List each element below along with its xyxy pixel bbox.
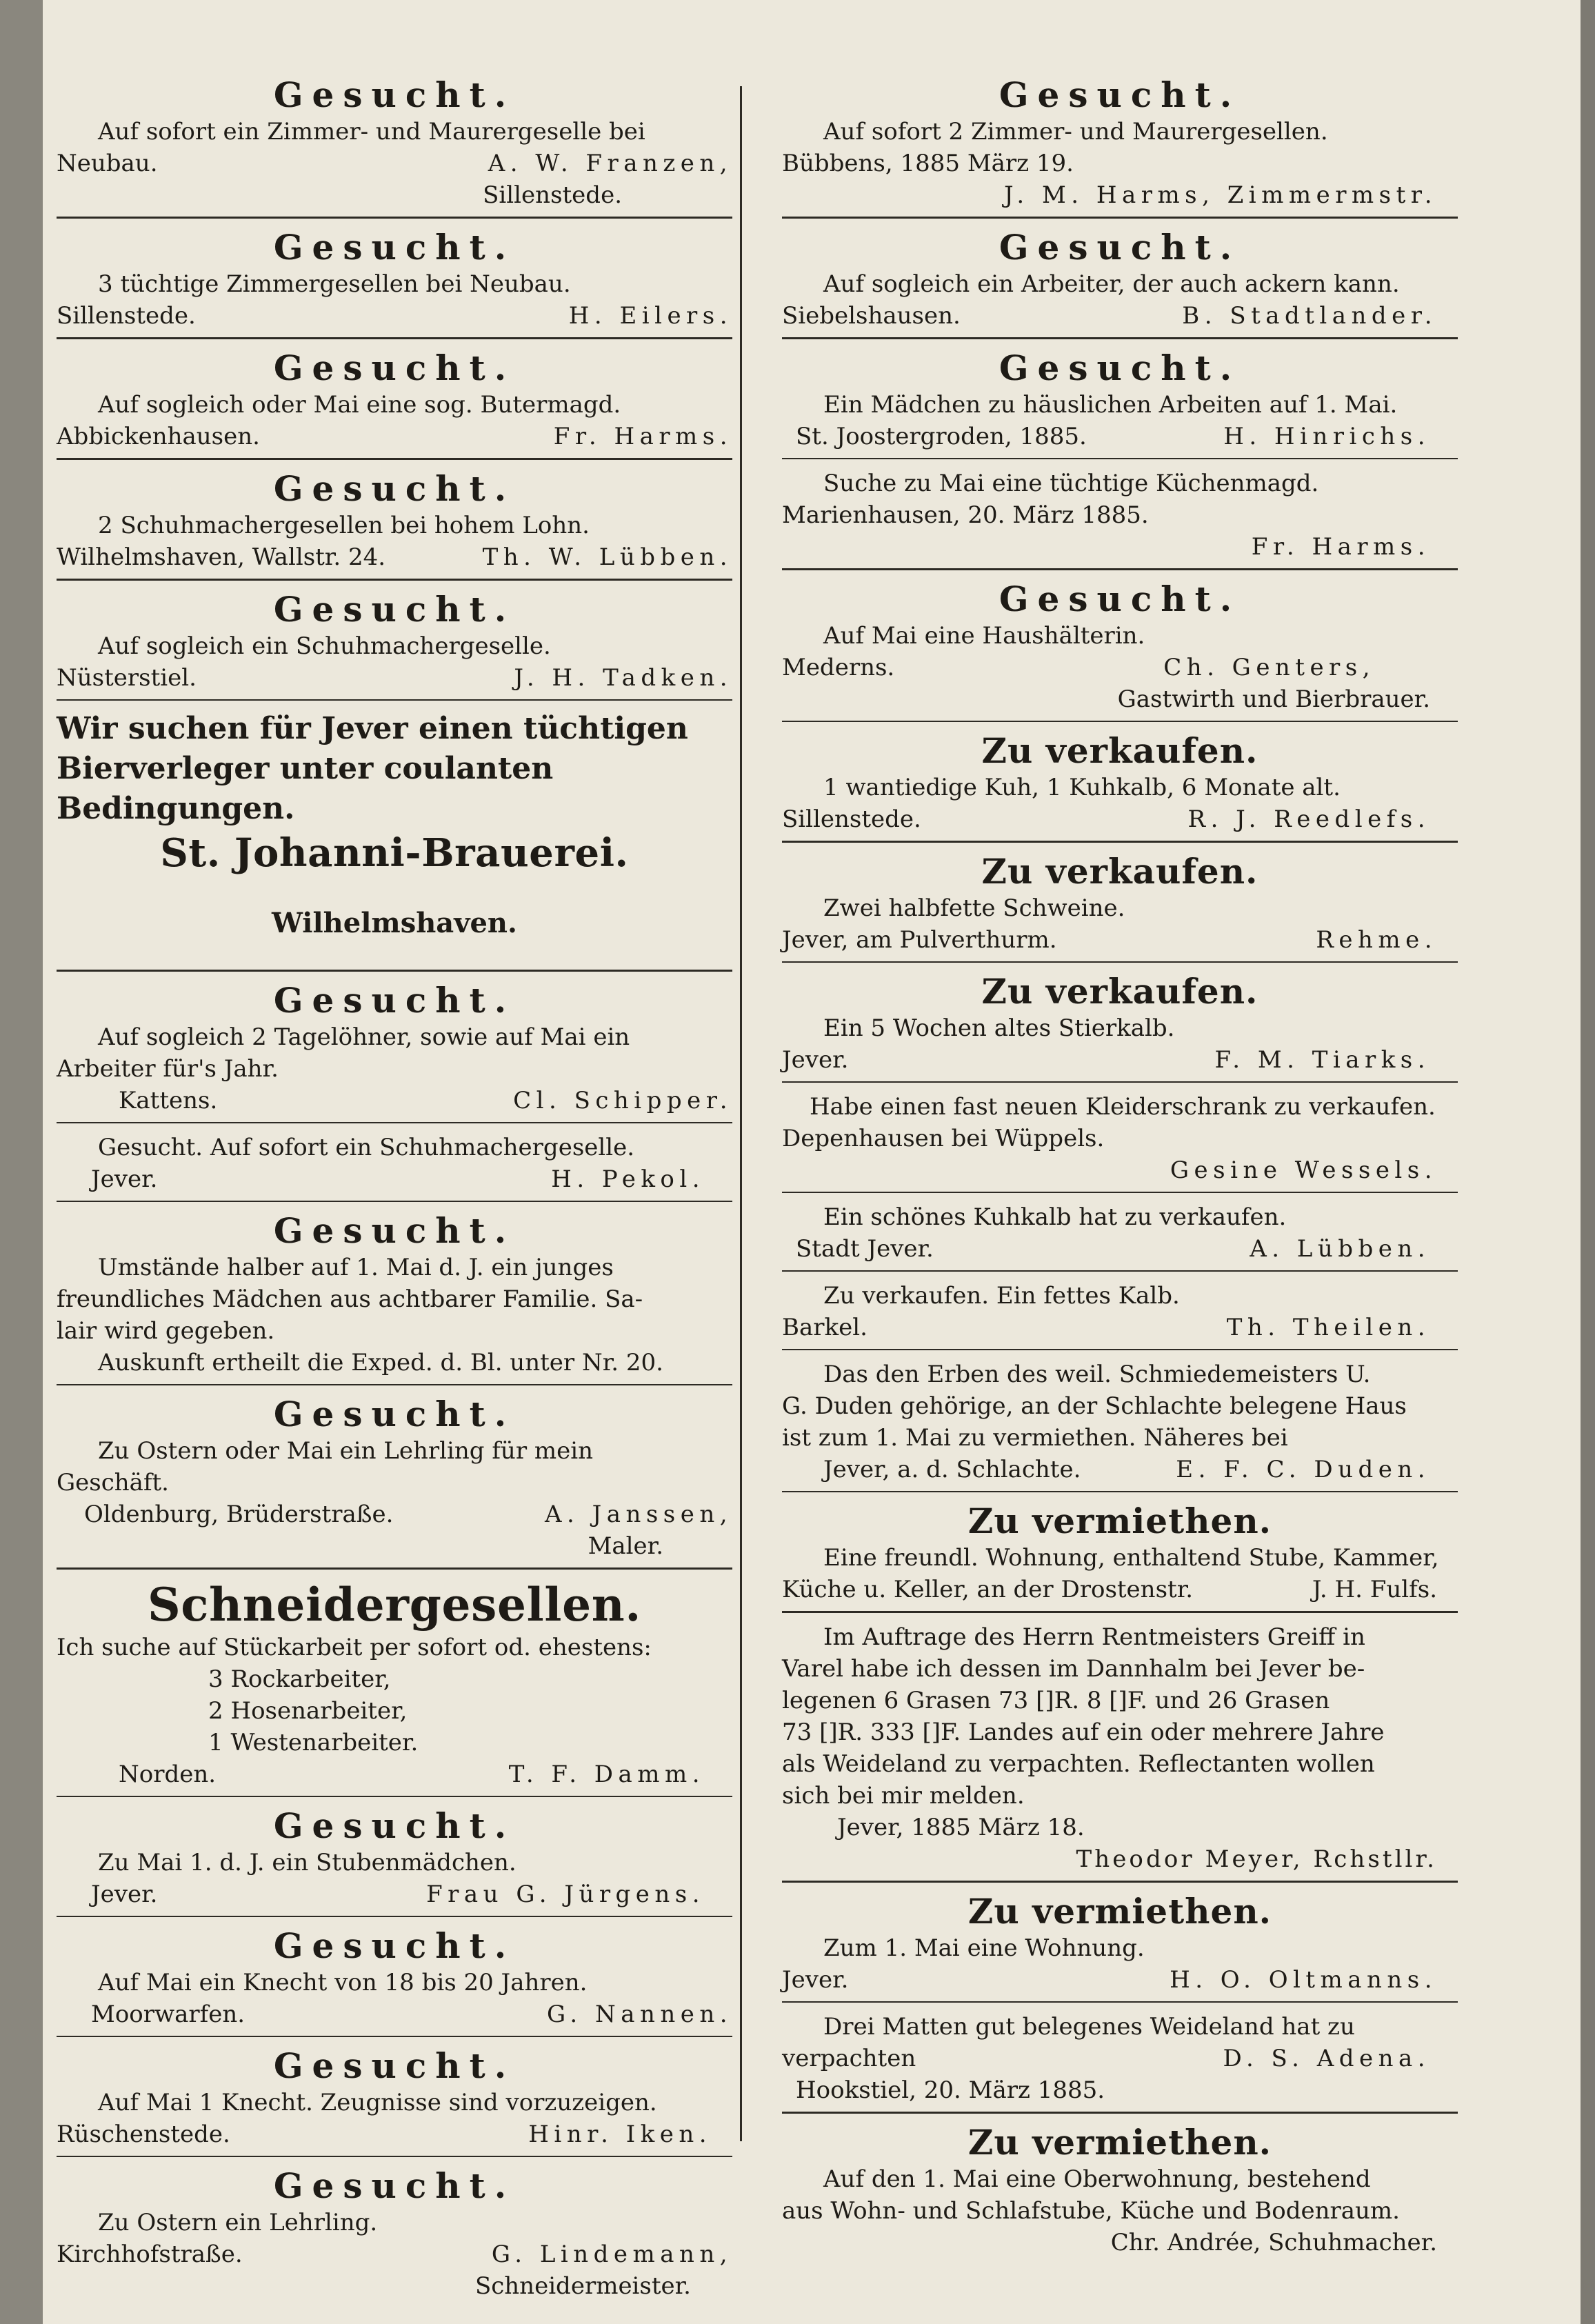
ad-signer: A. Lübben. — [1250, 1235, 1430, 1263]
ad-right-7 — [782, 851, 1458, 963]
divider — [57, 970, 732, 972]
ad-left-brewery — [57, 709, 732, 972]
ad-place: verpachten — [782, 2045, 916, 2072]
ad-line: Gesucht. Auf sofort ein Schuhmachergeselle. — [98, 1134, 635, 1161]
divider — [782, 1611, 1458, 1613]
ad-heading: Gesucht. — [273, 1394, 516, 1434]
ad-line: 2 Hosenarbeiter, — [208, 1697, 408, 1725]
ad-line: 3 tüchtige Zimmergesellen bei Neubau. — [98, 270, 571, 298]
ad-line: Zu Ostern ein Lehrling. — [98, 2209, 378, 2236]
divider — [782, 1881, 1458, 1883]
ad-heading: Gesucht. — [273, 2045, 516, 2086]
ad-left-5 — [57, 589, 732, 701]
ad-line: 2 Schuhmachergesellen bei hohem Lohn. — [98, 512, 590, 539]
ad-signer: H. Hinrichs. — [1223, 423, 1430, 450]
ad-left-8 — [57, 1132, 732, 1202]
ad-heading: Gesucht. — [273, 227, 516, 268]
ad-heading: Zu vermiethen. — [967, 1891, 1272, 1932]
divider — [782, 337, 1458, 339]
divider — [782, 2001, 1458, 2003]
ad-signer: Th. W. Lübben. — [482, 543, 732, 571]
column-divider — [740, 86, 742, 2141]
ad-line: Geschäft. — [57, 1469, 169, 1496]
divider — [57, 699, 732, 701]
divider — [57, 579, 732, 581]
ad-signer: H. O. Oltmanns. — [1170, 1966, 1437, 1994]
divider — [782, 721, 1458, 722]
divider — [57, 337, 732, 339]
ad-line: Auskunft ertheilt die Exped. d. Bl. unter Nr. 20. — [98, 1349, 663, 1376]
right-column — [782, 74, 1458, 2258]
ad-right-11 — [782, 1280, 1458, 1350]
ad-right-16 — [782, 2011, 1458, 2114]
divider — [782, 2112, 1458, 2114]
ad-line: Auf den 1. Mai eine Oberwohnung, bestehend — [823, 2165, 1371, 2193]
ad-line: Auf sofort ein Zimmer- und Maurergeselle bei — [98, 118, 645, 146]
divider — [57, 1796, 732, 1797]
ad-heading: Zu verkaufen. — [981, 851, 1258, 892]
ad-line: lair wird gegeben. — [57, 1317, 275, 1345]
divider — [782, 1081, 1458, 1083]
ad-right-4 — [782, 468, 1458, 570]
ad-place: Mederns. — [782, 654, 895, 681]
ad-place: Wilhelmshaven, Wallstr. 24. — [57, 543, 386, 571]
ad-line: Suche zu Mai eine tüchtige Küchenmagd. — [823, 470, 1319, 497]
divider — [57, 1916, 732, 1917]
tailors-heading: Schneidergesellen. — [147, 1578, 642, 1632]
ad-line: Ein Mädchen zu häuslichen Arbeiten auf 1. Mai. — [823, 391, 1398, 419]
ad-signer: G. Lindemann, — [491, 2241, 732, 2268]
brewery-line: Bedingungen. — [57, 791, 295, 826]
ad-place: Kattens. — [119, 1087, 218, 1114]
ad-heading: Gesucht. — [273, 1805, 516, 1846]
ad-place: St. Joostergroden, 1885. — [796, 423, 1087, 450]
brewery-line — [57, 749, 732, 789]
ad-place: Siebelshausen. — [782, 302, 961, 330]
ad-signer: A. Janssen, — [545, 1501, 732, 1528]
ad-right-9 — [782, 1091, 1458, 1193]
ad-signer: Fr. Harms. — [553, 423, 732, 450]
ad-line: Auf sofort 2 Zimmer- und Maurergesellen. — [823, 118, 1328, 146]
ad-place: Stadt Jever. — [796, 1235, 934, 1263]
ad-line: Arbeiter für's Jahr. — [57, 1055, 279, 1083]
ad-signer: Rehme. — [1316, 926, 1437, 954]
brewery-name: St. Johanni-Brauerei. — [160, 830, 629, 876]
ad-line: Jever, 1885 März 18. — [837, 1814, 1085, 1841]
ad-left-9 — [57, 1210, 732, 1385]
ad-line: Im Auftrage des Herrn Rentmeisters Greiff in — [823, 1623, 1365, 1651]
ad-heading: Gesucht. — [999, 579, 1241, 619]
ad-right-1 — [782, 74, 1458, 219]
ad-right-15 — [782, 1891, 1458, 2003]
divider — [782, 961, 1458, 963]
ad-signer: E. F. C. Duden. — [1176, 1456, 1430, 1483]
divider — [57, 2156, 732, 2157]
ad-heading: Gesucht. — [999, 227, 1241, 268]
ad-heading: Gesucht. — [273, 589, 516, 630]
ad-left-1 — [57, 74, 732, 219]
ad-line: Zu Mai 1. d. J. ein Stubenmädchen. — [98, 1849, 516, 1876]
ad-line: Auf sogleich ein Arbeiter, der auch ackern kann. — [823, 270, 1400, 298]
divider — [782, 841, 1458, 843]
ad-place: Jever. — [782, 1966, 849, 1994]
ad-place: Sillenstede. — [57, 302, 196, 330]
ad-place: Norden. — [119, 1761, 217, 1788]
divider — [57, 1122, 732, 1123]
ad-signer: B. Stadtlander. — [1182, 302, 1437, 330]
ad-line: Auf sogleich ein Schuhmachergeselle. — [98, 632, 551, 660]
ad-line: Depenhausen bei Wüppels. — [782, 1125, 1105, 1152]
ad-line: Das den Erben des weil. Schmiedemeisters U. — [823, 1361, 1371, 1388]
ad-place: Nüsterstiel. — [57, 664, 197, 692]
ad-place: Abbickenhausen. — [57, 423, 260, 450]
ad-signer: D. S. Adena. — [1223, 2045, 1430, 2072]
brewery-line: Wir suchen für Jever einen tüchtigen — [57, 711, 688, 746]
divider — [782, 217, 1458, 219]
ad-signer-title: Gastwirth und Bierbrauer. — [1117, 685, 1430, 713]
ad-signer: Gesine Wessels. — [1170, 1156, 1437, 1184]
ad-heading: Gesucht. — [273, 1925, 516, 1966]
ad-line: sich bei mir melden. — [782, 1782, 1025, 1810]
ad-place: Jever, am Pulverthurm. — [782, 926, 1057, 954]
ad-signer: Theodor Meyer, Rchstllr. — [1076, 1845, 1437, 1873]
ad-signer: Ch. Genters, — [1163, 654, 1375, 681]
ad-line: Neubau. — [57, 150, 158, 177]
ad-right-17 — [782, 2122, 1458, 2258]
ad-line: Bübbens, 1885 März 19. — [782, 150, 1074, 177]
ad-left-13 — [57, 1925, 732, 2037]
ad-heading: Zu vermiethen. — [967, 2122, 1272, 2163]
ad-right-13 — [782, 1501, 1458, 1613]
divider — [57, 1384, 732, 1385]
ad-signer: F. M. Tiarks. — [1214, 1046, 1430, 1074]
ad-line: Auf Mai 1 Knecht. Zeugnisse sind vorzuzeigen. — [98, 2089, 657, 2116]
ad-heading: Gesucht. — [273, 980, 516, 1021]
ad-heading: Gesucht. — [273, 2165, 516, 2206]
ad-line: Zu verkaufen. Ein fettes Kalb. — [823, 1282, 1180, 1310]
ad-signer: H. Pekol. — [551, 1165, 705, 1193]
ad-left-tailors — [57, 1578, 732, 1797]
ad-signer: Fr. Harms. — [1251, 533, 1430, 561]
ad-line: G. Duden gehörige, an der Schlachte belegene Haus — [782, 1392, 1407, 1420]
ad-left-4 — [57, 468, 732, 581]
ad-line: Habe einen fast neuen Kleiderschrank zu verkaufen. — [810, 1093, 1436, 1121]
ad-signer: A. W. Franzen, — [488, 150, 732, 177]
ad-left-3 — [57, 348, 732, 460]
ad-right-2 — [782, 227, 1458, 339]
ad-place: Oldenburg, Brüderstraße. — [84, 1501, 394, 1528]
ad-place: Moorwarfen. — [91, 2001, 245, 2028]
ad-place: Rüschenstede. — [57, 2121, 230, 2148]
ad-line: Auf sogleich 2 Tagelöhner, sowie auf Mai ein — [98, 1023, 630, 1051]
ad-heading: Gesucht. — [999, 74, 1241, 115]
ad-line: Hookstiel, 20. März 1885. — [796, 2076, 1105, 2104]
divider — [782, 568, 1458, 570]
brewery-place: Wilhelmshaven. — [272, 907, 517, 939]
ad-place: Jever. — [91, 1881, 158, 1908]
ad-place: Küche u. Keller, an der Drostenstr. — [782, 1576, 1194, 1603]
ad-signer-title: Maler. — [588, 1532, 663, 1560]
ad-right-5 — [782, 579, 1458, 722]
ad-left-7 — [57, 980, 732, 1123]
ad-line: Auf Mai ein Knecht von 18 bis 20 Jahren. — [98, 1969, 588, 1996]
ad-line: 73 []R. 333 []F. Landes auf ein oder mehrere Jahre — [782, 1719, 1385, 1746]
ad-signer: J. M. Harms, Zimmermstr. — [1003, 181, 1437, 209]
ad-signer: G. Nannen. — [546, 2001, 732, 2028]
ad-left-14 — [57, 2045, 732, 2157]
ad-line: Zu Ostern oder Mai ein Lehrling für mein — [98, 1437, 594, 1465]
divider — [782, 1349, 1458, 1350]
ad-right-8 — [782, 971, 1458, 1083]
ad-line: als Weideland zu verpachten. Reflectanten wollen — [782, 1750, 1375, 1778]
ad-line: Drei Matten gut belegenes Weideland hat zu — [823, 2013, 1355, 2041]
ad-line: Auf sogleich oder Mai eine sog. Butermagd. — [98, 391, 621, 419]
divider — [782, 1192, 1458, 1193]
ad-place: Jever, a. d. Schlachte. — [823, 1456, 1081, 1483]
ad-line: freundliches Mädchen aus achtbarer Familie. Sa- — [57, 1285, 643, 1313]
ad-line: Auf Mai eine Haushälterin. — [823, 622, 1145, 650]
ad-signer: Chr. Andrée, Schuhmacher. — [1110, 2229, 1437, 2256]
divider — [782, 458, 1458, 459]
ad-signer: T. F. Damm. — [508, 1761, 705, 1788]
ad-place: Jever. — [91, 1165, 158, 1193]
ad-line: Ein 5 Wochen altes Stierkalb. — [823, 1014, 1175, 1042]
ad-heading: Gesucht. — [999, 348, 1241, 388]
ad-heading: Zu verkaufen. — [981, 730, 1258, 771]
ad-line: Ein schönes Kuhkalb hat zu verkaufen. — [823, 1203, 1287, 1231]
ad-signer: J. H. Tadken. — [514, 664, 732, 692]
ad-line: Ich suche auf Stückarbeit per sofort od. ehestens: — [57, 1634, 652, 1661]
divider — [57, 1567, 732, 1570]
ad-signer: Frau G. Jürgens. — [426, 1881, 705, 1908]
divider — [782, 1270, 1458, 1272]
ad-signer: Cl. Schipper. — [513, 1087, 732, 1114]
ad-right-10 — [782, 1201, 1458, 1272]
ad-line: Eine freundl. Wohnung, enthaltend Stube, Kammer, — [823, 1544, 1439, 1572]
ad-line: Umstände halber auf 1. Mai d. J. ein junges — [98, 1254, 614, 1281]
ad-line: Zum 1. Mai eine Wohnung. — [823, 1934, 1145, 1962]
ad-line: 1 Westenarbeiter. — [208, 1729, 419, 1756]
ad-heading: Gesucht. — [273, 468, 516, 509]
ad-left-2 — [57, 227, 732, 339]
ad-heading: Gesucht. — [273, 348, 516, 388]
ad-heading: Zu vermiethen. — [967, 1501, 1272, 1541]
ad-place: Barkel. — [782, 1314, 867, 1341]
ad-left-12 — [57, 1805, 732, 1917]
ad-line: Varel habe ich dessen im Dannhalm bei Jever be- — [782, 1655, 1365, 1683]
ad-signer: Th. Theilen. — [1226, 1314, 1430, 1341]
divider — [57, 217, 732, 219]
ad-line: aus Wohn- und Schlafstube, Küche und Bodenraum. — [782, 2197, 1400, 2225]
ad-signer: J. H. Fulfs. — [1312, 1576, 1437, 1603]
ad-line: 3 Rockarbeiter, — [208, 1665, 391, 1693]
divider — [57, 2036, 732, 2037]
ad-line: Zwei halbfette Schweine. — [823, 894, 1125, 922]
ad-heading: Zu verkaufen. — [981, 971, 1258, 1012]
divider — [57, 458, 732, 460]
ad-line: ist zum 1. Mai zu vermiethen. Näheres bei — [782, 1424, 1288, 1452]
ad-right-6 — [782, 730, 1458, 843]
ad-heading: Gesucht. — [273, 74, 516, 115]
ad-right-12 — [782, 1359, 1458, 1492]
divider — [57, 1201, 732, 1202]
ad-heading: Gesucht. — [273, 1210, 516, 1251]
ad-place: Sillenstede. — [782, 805, 921, 833]
ad-signer: Hinr. Iken. — [528, 2121, 712, 2148]
ad-place: Kirchhofstraße. — [57, 2241, 243, 2268]
ad-place: Jever. — [782, 1046, 849, 1074]
ad-signer: R. J. Reedlefs. — [1187, 805, 1430, 833]
ad-line: Marienhausen, 20. März 1885. — [782, 501, 1149, 529]
page-gutter — [0, 0, 43, 2324]
ad-line: 1 wantiedige Kuh, 1 Kuhkalb, 6 Monate alt. — [823, 774, 1341, 801]
ad-signer: H. Eilers. — [568, 302, 732, 330]
ad-signer-place: Sillenstede. — [483, 181, 622, 209]
ad-left-15 — [57, 2165, 732, 2302]
brewery-word: Bierverleger unter coulanten — [57, 751, 554, 786]
divider — [782, 1491, 1458, 1492]
ad-signer-title: Schneidermeister. — [474, 2272, 691, 2300]
ad-right-14 — [782, 1621, 1458, 1883]
ad-left-10 — [57, 1394, 732, 1570]
left-column — [57, 74, 732, 2302]
ad-line: legenen 6 Grasen 73 []R. 8 []F. und 26 Grasen — [782, 1687, 1330, 1714]
ad-right-3 — [782, 348, 1458, 459]
